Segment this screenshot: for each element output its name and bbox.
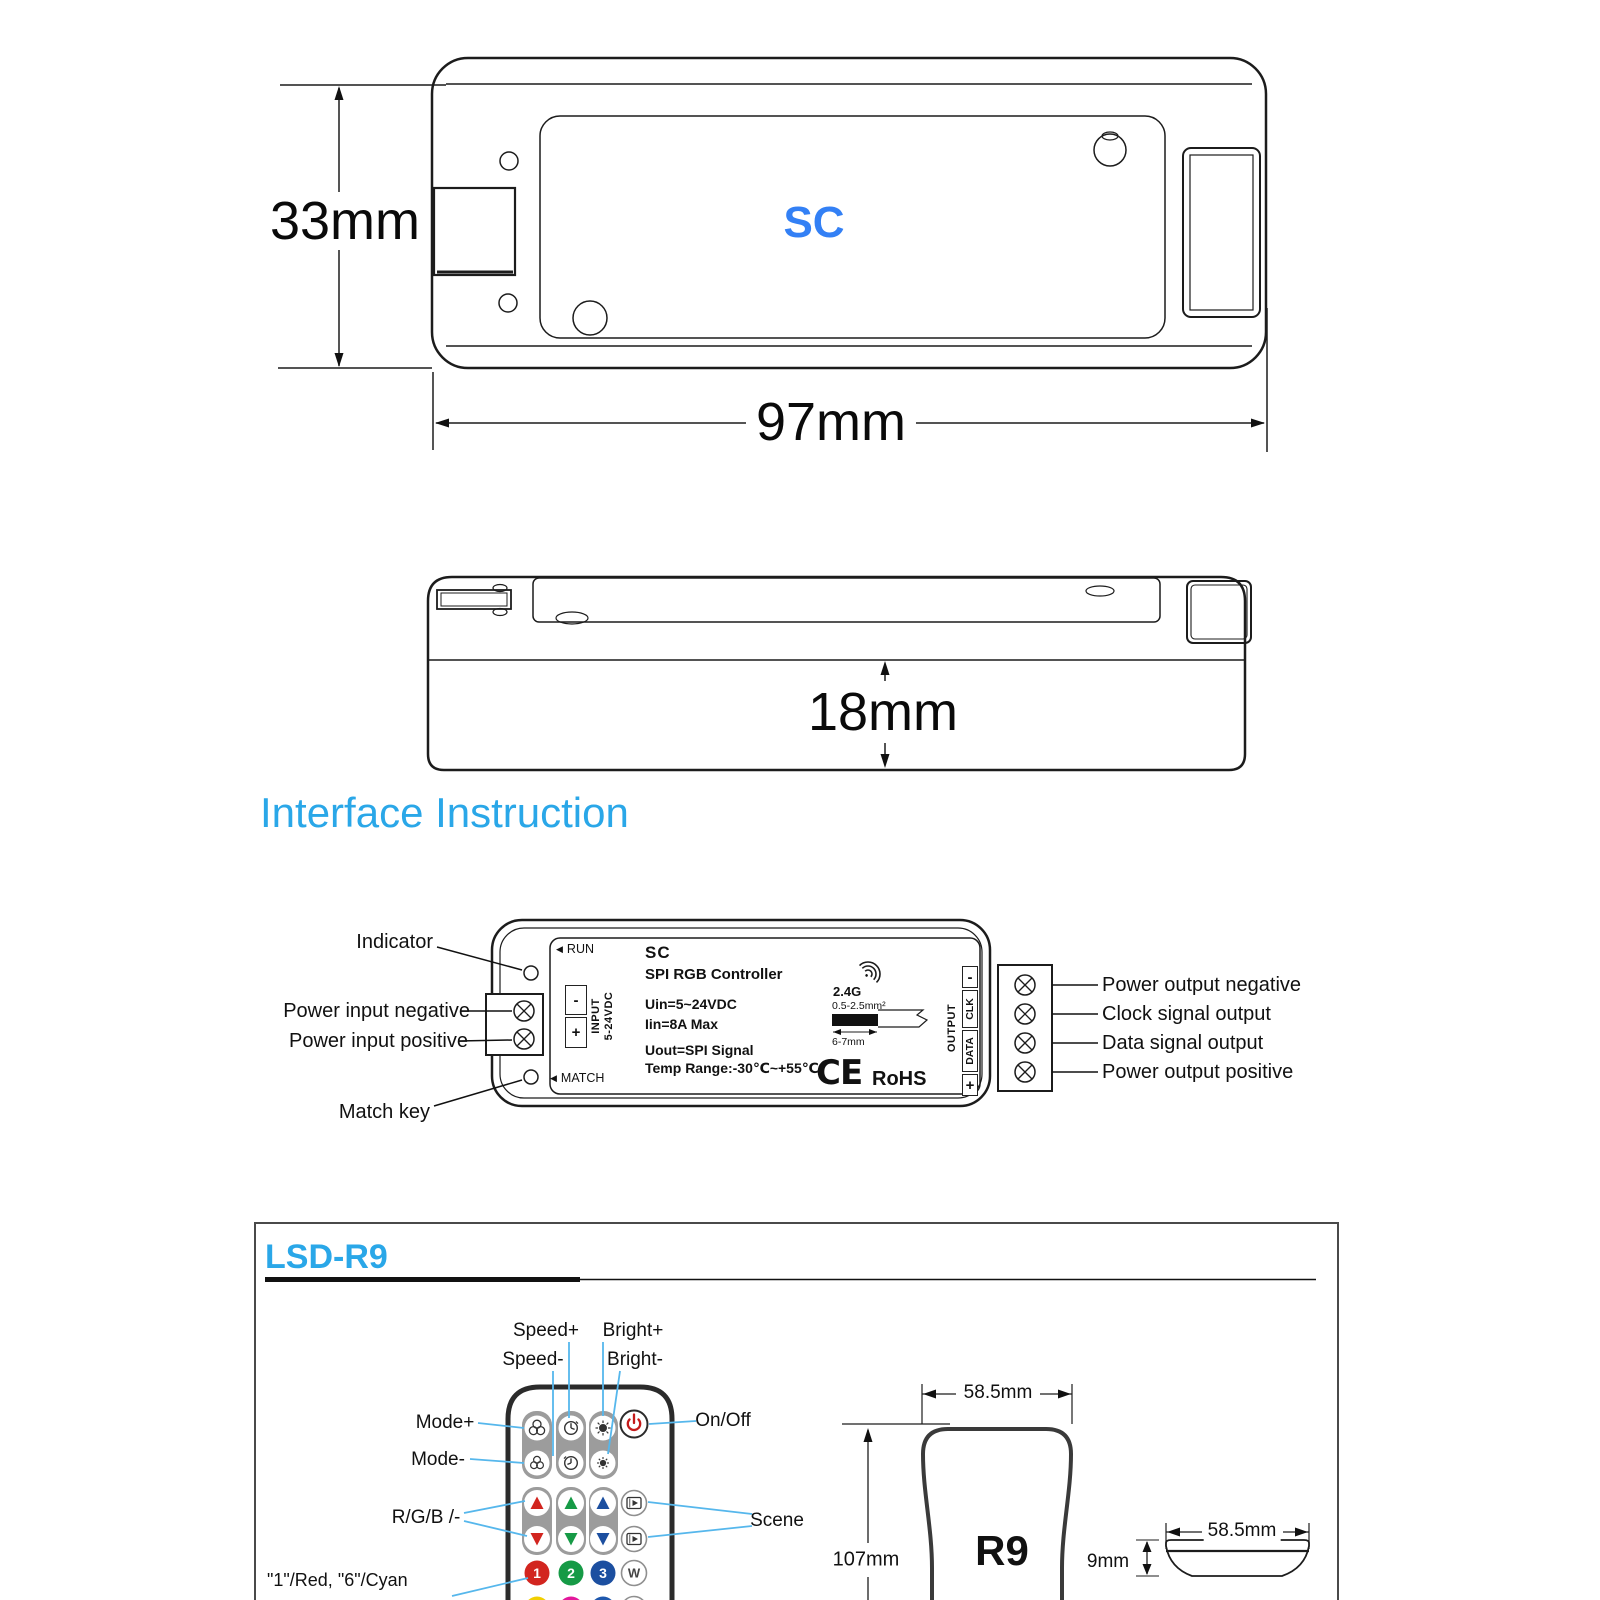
label-speed-plus: Speed+ — [512, 1320, 580, 1341]
input-voltage: 5-24VDC — [603, 991, 615, 1041]
ce-mark: CE — [816, 1053, 863, 1093]
dim-r9-depth: 9mm — [1086, 1551, 1130, 1572]
spec-uout: Uout=SPI Signal — [645, 1042, 754, 1058]
label-clock-signal-output: Clock signal output — [1102, 1003, 1271, 1025]
match-label: ◀ MATCH — [550, 1071, 605, 1085]
label-bright-plus: Bright+ — [602, 1320, 664, 1341]
label-bright-minus: Bright- — [607, 1349, 663, 1370]
label-indicator: Indicator — [356, 931, 433, 953]
label-speed-minus: Speed- — [502, 1349, 564, 1370]
input-minus-box: - — [565, 985, 587, 1015]
rf-label: 2.4G — [833, 984, 862, 999]
output-minus-box: - — [962, 966, 978, 988]
label-on-off: On/Off — [695, 1410, 751, 1431]
input-word: INPUT — [590, 998, 602, 1034]
spec-iin: Iin=8A Max — [645, 1016, 719, 1032]
input-terminal-block — [486, 994, 543, 1055]
top-view-drawing — [432, 58, 1266, 368]
bright-plus-icon — [596, 1421, 611, 1436]
match-arrow-icon: ◀ — [550, 1072, 557, 1083]
section-heading: Interface Instruction — [260, 789, 629, 836]
strip-length-label: 6-7mm — [832, 1036, 865, 1048]
label-scene: Scene — [750, 1510, 804, 1531]
label-mode-plus: Mode+ — [415, 1412, 475, 1433]
label-mode-minus: Mode- — [411, 1449, 465, 1470]
button-w-label: W — [627, 1565, 641, 1581]
input-plus-box: + — [565, 1017, 587, 1048]
bright-minus-icon — [597, 1457, 609, 1469]
run-label: ◀ RUN — [556, 942, 595, 956]
r9-model-label: R9 — [975, 1527, 1029, 1574]
controller-subtitle: SPI RGB Controller — [645, 966, 783, 983]
dim-r9-side-width: 58.5mm — [1204, 1520, 1281, 1542]
label-data-signal-output: Data signal output — [1102, 1032, 1264, 1054]
dim-r9-height: 107mm — [829, 1549, 904, 1572]
controller-model: SC — [645, 943, 671, 962]
controller-drawing — [434, 920, 1098, 1106]
spec-uin: Uin=5~24VDC — [645, 996, 737, 1012]
device-model-label: SC — [783, 198, 845, 247]
output-word: OUTPUT — [946, 1003, 958, 1053]
label-power-output-negative: Power output negative — [1102, 974, 1302, 996]
label-color-note: "1"/Red, "6"/Cyan — [267, 1570, 408, 1590]
dim-18mm: 18mm — [798, 681, 968, 743]
run-arrow-icon: ◀ — [556, 943, 563, 954]
output-plus-box: + — [962, 1074, 978, 1096]
label-power-input-positive: Power input positive — [289, 1030, 468, 1052]
rohs-mark: RoHS — [872, 1068, 927, 1090]
button-3-label: 3 — [599, 1565, 607, 1581]
label-match-key: Match key — [338, 1101, 430, 1123]
dim-33mm: 33mm — [269, 191, 421, 251]
remote-title: LSD-R9 — [265, 1238, 388, 1276]
label-power-input-negative: Power input negative — [283, 1000, 470, 1022]
wire-gauge-label: 0.5-2.5mm² — [832, 1000, 886, 1012]
dim-r9-width: 58.5mm — [960, 1382, 1037, 1404]
spec-temp: Temp Range:-30℃~+55℃ — [645, 1060, 819, 1076]
output-data-box: DATA — [962, 1030, 978, 1072]
label-power-output-positive: Power output positive — [1102, 1061, 1294, 1083]
output-clk-box: CLK — [962, 990, 978, 1028]
remote-drawing — [452, 1342, 752, 1600]
button-1-label: 1 — [533, 1565, 541, 1581]
label-rgb: R/G/B /- — [391, 1507, 461, 1528]
dim-97mm: 97mm — [746, 391, 916, 453]
button-2-label: 2 — [567, 1565, 575, 1581]
